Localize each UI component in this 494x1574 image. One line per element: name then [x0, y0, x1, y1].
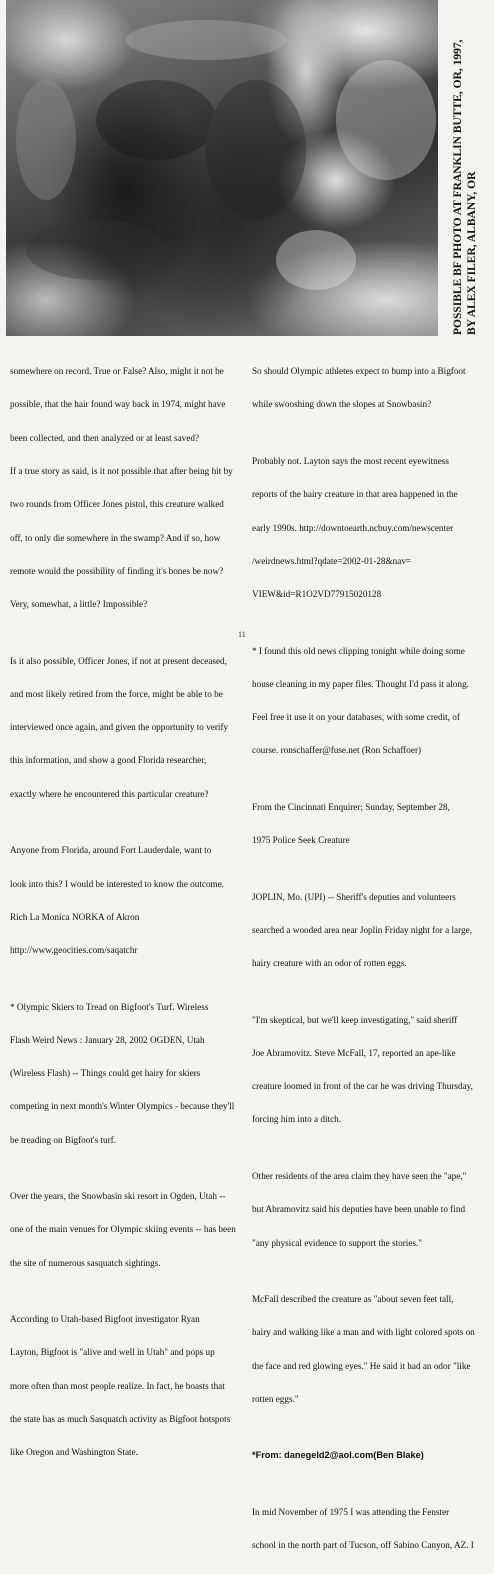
paragraph [252, 1485, 484, 1574]
text-line: while swooshing down the slopes at Snowbasin? [252, 399, 432, 410]
caption-line: BY ALEX FILER, ALBANY, OR [466, 171, 478, 335]
right-column [252, 344, 484, 1574]
paragraph [252, 1149, 484, 1271]
text-line: Very, somewhat, a little? Impossible? [10, 599, 148, 610]
text-line: So should Olympic athletes expect to bump into a Bigfoot [252, 366, 466, 377]
email-source-line: *From: danegeld2@aol.com(Ben Blake) [252, 1450, 424, 1461]
caption-line: POSSIBLE BF PHOTO AT FRANKLIN BUTTE, OR, 1997, [452, 39, 464, 335]
text-line: rotten eggs." [252, 1393, 299, 1404]
text-line: * Olympic Skiers to Tread on Bigfoot's Turf. Wireless [10, 1001, 209, 1012]
photo-texture [6, 0, 438, 336]
paragraph [252, 344, 484, 433]
text-line: exactly where he encountered this particular creature? [10, 788, 209, 799]
paragraph [252, 1428, 484, 1483]
paragraph [252, 992, 484, 1147]
text-line: and most likely retired from the force, might be able to be [10, 688, 223, 699]
text-line: creature loomed in front of the car he was driving Thursday, [252, 1081, 473, 1092]
text-line: competing in next month's Winter Olympics - because they'll [10, 1101, 235, 1112]
text-line: look into this? I would be interested to know the outcome. [10, 878, 225, 889]
text-line: Probably not. Layton says the most recent eyewitness [252, 455, 449, 466]
text-line: "I'm skeptical, but we'll keep investigating," said sheriff [252, 1014, 458, 1025]
text-line: one of the main venues for Olympic skiing events -- has been [10, 1224, 236, 1235]
text-line: Other residents of the area claim they have seen the "ape," [252, 1170, 467, 1181]
text-line: McFall described the creature as "about seven feet tall, [252, 1293, 454, 1304]
text-line: From the Cincinnati Enquirer; Sunday, September 28, [252, 801, 450, 812]
text-line: this information, and show a good Florida researcher, [10, 755, 207, 766]
text-line: off, to only die somewhere in the swamp? And if so, how [10, 532, 221, 543]
text-line: interviewed once again, and given the opportunity to verify [10, 722, 229, 733]
text-line: the face and red glowing eyes." He said it had an odor "like [252, 1360, 471, 1371]
paragraph [252, 623, 484, 778]
text-line: Layton, Bigfoot is "alive and well in Utah" and pops up [10, 1347, 215, 1358]
text-line: hairy and walking like a man and with light colored spots on [252, 1327, 475, 1338]
url-line: http://www.geocities.com/saqatchr [10, 945, 138, 956]
text-line: hairy creature with an odor of rotten eggs. [252, 958, 407, 969]
text-line: Anyone from Florida, around Fort Lauderdale, want to [10, 845, 212, 856]
text-line: like Oregon and Washington State. [10, 1447, 138, 1458]
paragraph [10, 823, 238, 978]
paragraph [10, 979, 238, 1168]
author-line: Rich La Monica NORKA of Akron [10, 911, 140, 922]
text-line: JOPLIN, Mo. (UPI) -- Sheriff's deputies and volunteers [252, 891, 456, 902]
paragraph [10, 1292, 238, 1481]
text-line: remote would the possibility of finding it's bones be now? [10, 565, 224, 576]
paragraph [252, 1272, 484, 1427]
text-line: Joe Abramovitz. Steve McFall, 17, reported an ape-like [252, 1047, 456, 1058]
text-line: more often than most people realize. In fact, he boasts that [10, 1380, 225, 1391]
text-line: the state has as much Sasquatch activity as Bigfoot hotspots [10, 1414, 231, 1424]
text-line: If a true story as said, is it not possible that after being hit by [10, 466, 233, 477]
text-line: two rounds from Officer Jones pistol, this creature walked [10, 499, 224, 510]
text-line: house cleaning in my paper files. Thought I'd pass it along. [252, 678, 469, 689]
photo-caption [440, 0, 490, 340]
text-line: forcing him into a ditch. [252, 1114, 342, 1125]
text-line: (Wireless Flash) -- Things could get hairy for skiers [10, 1068, 201, 1079]
text-line: Feel free it use it on your databases, with some credit, of [252, 712, 460, 723]
paragraph [252, 434, 484, 623]
text-line: early 1990s. http://downtoearth.ncbuy.com/newscenter [252, 522, 454, 533]
paragraph [10, 344, 238, 632]
text-line: but Abramovitz said his deputies have been unable to find [252, 1204, 466, 1215]
text-line: Over the years, the Snowbasin ski resort in Ogden, Utah -- [10, 1191, 226, 1202]
paragraph [252, 869, 484, 991]
text-line: somewhere on record. True or False? Also, might it not be [10, 366, 224, 377]
text-line: course. ronschaffer@fuse.net (Ron Schaffoer) [252, 745, 422, 756]
paragraph [10, 1169, 238, 1291]
text-line: Is it also possible, Officer Jones, if not at present deceased, [10, 655, 227, 666]
text-line: Flash Weird News : January 28, 2002 OGDEN, Utah [10, 1034, 205, 1045]
text-line: school in the north part of Tucson, off Sabino Canyon, AZ. I [252, 1540, 474, 1551]
paragraph [10, 633, 238, 822]
text-line: VIEW&id=R1O2VD77915020128 [252, 589, 382, 600]
text-line: "any physical evidence to support the stories." [252, 1237, 423, 1248]
text-line: be treading on Bigfoot's turf. [10, 1134, 117, 1145]
text-line: According to Utah-based Bigfoot investigator Ryan [10, 1314, 200, 1325]
text-line: /weirdnews.html?qdate=2002-01-28&nav= [252, 555, 412, 566]
text-line: been collected, and then analyzed or at least saved? [10, 432, 200, 443]
text-line: searched a wooded area near Joplin Friday night for a large, [252, 924, 472, 935]
text-line: possible, that the hair found way back in 1974, might have [10, 399, 226, 410]
text-line: In mid November of 1975 I was attending the Fenster [252, 1506, 450, 1517]
text-line: 1975 Police Seek Creature [252, 835, 350, 846]
text-line: * I found this old news clipping tonight while doing some [252, 645, 465, 656]
page-number: 11 [238, 630, 246, 639]
paragraph [252, 780, 484, 869]
text-line: the site of numerous sasquatch sightings. [10, 1257, 161, 1268]
text-line: reports of the hairy creature in that area happened in the [252, 489, 458, 500]
bigfoot-photo [6, 0, 438, 336]
left-column [10, 344, 238, 1482]
